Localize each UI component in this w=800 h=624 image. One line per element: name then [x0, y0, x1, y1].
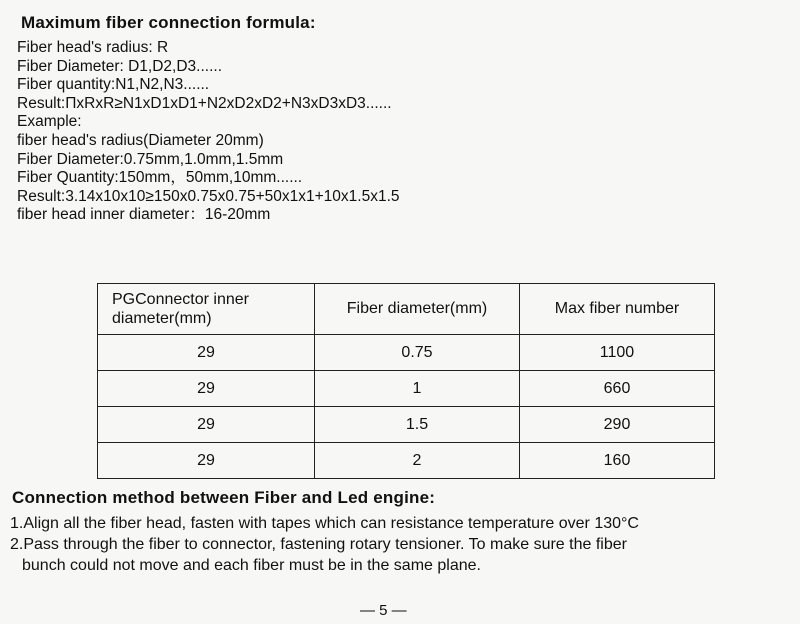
- cell-fiber-diameter: 1: [315, 371, 520, 407]
- formula-description: [17, 39, 400, 225]
- formula-line: Fiber Quantity:150mm，50mm,10mm......: [17, 169, 303, 187]
- cell-fiber-diameter: 0.75: [315, 335, 520, 371]
- formula-line: Fiber Diameter: D1,D2,D3......: [17, 57, 223, 75]
- header-fiber-diameter: Fiber diameter(mm): [315, 284, 520, 335]
- connection-method-steps: [10, 513, 639, 576]
- formula-line: Example:: [17, 113, 82, 131]
- fiber-capacity-table: [97, 283, 715, 479]
- connection-method-heading-colon: :: [429, 488, 436, 507]
- cell-fiber-diameter: 2: [315, 443, 520, 479]
- formula-line: Result:3.14x10x10≥150x0.75x0.75+50x1x1+10x1.5x1.5: [17, 187, 400, 205]
- table-header-row: [98, 284, 715, 335]
- formula-line: fiber head's radius(Diameter 20mm): [17, 131, 264, 149]
- cell-max-fiber-number: 290: [520, 407, 715, 443]
- formula-line: Fiber Diameter:0.75mm,1.0mm,1.5mm: [17, 150, 284, 168]
- cell-fiber-diameter: 1.5: [315, 407, 520, 443]
- cell-max-fiber-number: 1100: [520, 335, 715, 371]
- header-max-fiber-number: Max fiber number: [520, 284, 715, 335]
- connection-method-heading: [12, 488, 435, 508]
- cell-max-fiber-number: 660: [520, 371, 715, 407]
- formula-line: Fiber quantity:N1,N2,N3......: [17, 76, 210, 94]
- formula-heading-text: Maximum fiber connection formula: [21, 13, 310, 32]
- table-row: [98, 371, 715, 407]
- formula-line: Result:ΠxRxR≥N1xD1xD1+N2xD2xD2+N3xD3xD3......: [17, 94, 392, 112]
- cell-connector-diameter: 29: [98, 407, 315, 443]
- formula-heading: [21, 13, 316, 33]
- cell-connector-diameter: 29: [98, 335, 315, 371]
- method-step-continuation: bunch could not move and each fiber must be in the same plane.: [22, 557, 481, 574]
- connection-method-heading-text: Connection method between Fiber and Led engine: [12, 488, 430, 507]
- formula-heading-colon: :: [309, 13, 316, 32]
- header-connector-diameter: PGConnector inner diameter(mm): [98, 284, 315, 335]
- table-row: [98, 407, 715, 443]
- cell-connector-diameter: 29: [98, 371, 315, 407]
- table-row: [98, 443, 715, 479]
- fiber-table-wrapper: [97, 283, 715, 479]
- cell-connector-diameter: 29: [98, 443, 315, 479]
- cell-max-fiber-number: 160: [520, 443, 715, 479]
- formula-line: fiber head inner diameter：16-20mm: [17, 206, 271, 224]
- page-number: — 5 —: [360, 602, 407, 619]
- formula-line: Fiber head's radius: R: [17, 39, 169, 56]
- table-row: [98, 335, 715, 371]
- method-step: 2.Pass through the fiber to connector, fastening rotary tensioner. To make sure the fiber: [10, 536, 627, 553]
- method-step: 1.Align all the fiber head, fasten with tapes which can resistance temperature over 130°C: [10, 515, 639, 532]
